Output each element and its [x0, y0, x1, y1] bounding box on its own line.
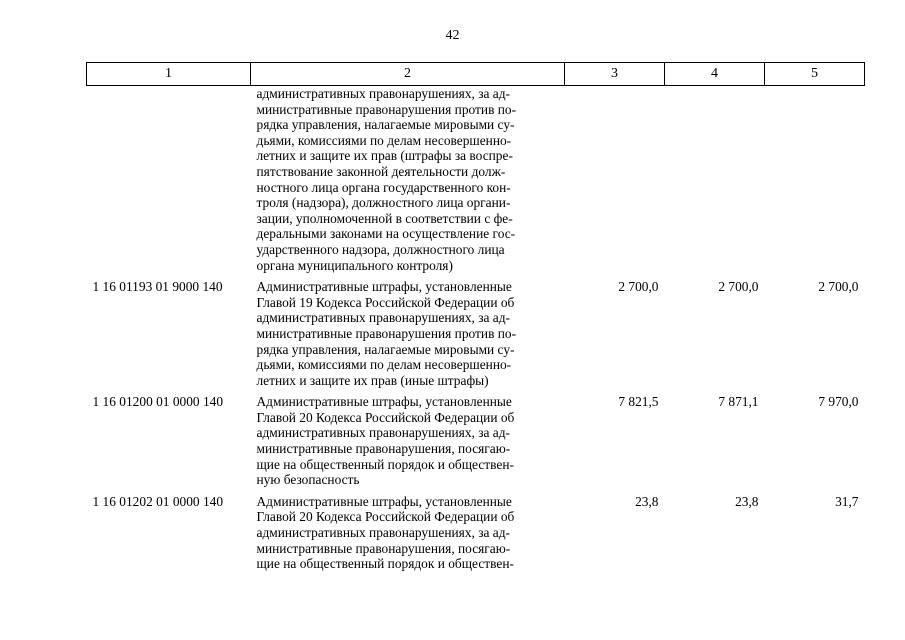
amount-col-5: [765, 86, 865, 277]
page-number: 42: [445, 28, 460, 43]
amount-col-4: 7 871,1: [718, 394, 759, 410]
description-line: ностного лица органа государственного кон-: [256, 179, 511, 195]
description-line: троля (надзора), должностного лица органи-: [256, 195, 511, 211]
amount-col-3: [565, 86, 665, 277]
description-line: пятствование законной деятельности долж-: [256, 163, 506, 179]
description-cell: [251, 491, 565, 575]
description-line: министративные правонарушения против по-: [256, 325, 517, 341]
description-line: административных правонарушениях, за ад-: [256, 525, 511, 541]
description-line: летних и защите их прав (иные штрафы): [256, 372, 489, 388]
description-line: административных правонарушениях, за ад-: [256, 310, 511, 326]
amount-col-5: 7 970,0: [818, 394, 859, 410]
header-col-5: 5: [765, 63, 865, 86]
budget-table: [86, 62, 865, 575]
description-line: рядка управления, налагаемые мировыми су-: [256, 117, 515, 133]
description-line: Главой 20 Кодекса Российской Федерации об: [256, 409, 515, 425]
table-body: [87, 86, 865, 575]
header-row: [87, 63, 865, 86]
description-line: министративные правонарушения, посягаю-: [256, 540, 511, 556]
table-row: [87, 391, 865, 491]
description-line: дьями, комиссиями по делам несовершенно-: [256, 357, 512, 373]
amount-col-3: 2 700,0: [618, 279, 659, 295]
budget-code-cell: 1 16 01200 01 0000 140: [92, 394, 224, 410]
header-col-2: 2: [251, 63, 565, 86]
description-line: органа муниципального контроля): [256, 257, 453, 273]
description-line: Административные штрафы, установленные: [256, 493, 512, 509]
description-line: деральными законами на осуществление гос-: [256, 226, 516, 242]
amount-col-4: 23,8: [735, 493, 759, 509]
description-line: рядка управления, налагаемые мировыми су-: [256, 341, 515, 357]
description-line: зации, уполномоченной в соответствии с фе-: [256, 210, 513, 226]
amount-col-3: 23,8: [635, 493, 659, 509]
description-line: ную безопасность: [256, 472, 360, 488]
header-col-1: 1: [87, 63, 251, 86]
description-line: административных правонарушениях, за ад-: [256, 86, 511, 101]
amount-col-5: 31,7: [835, 493, 859, 509]
description-line: дьями, комиссиями по делам несовершенно-: [256, 132, 512, 148]
budget-code-cell: 1 16 01202 01 0000 140: [92, 493, 224, 509]
description-line: Главой 19 Кодекса Российской Федерации об: [256, 294, 515, 310]
table-row: [87, 86, 865, 277]
description-line: административных правонарушениях, за ад-: [256, 425, 511, 441]
description-line: Административные штрафы, установленные: [256, 394, 512, 410]
description-line: Административные штрафы, установленные: [256, 279, 512, 295]
amount-col-4: [665, 86, 765, 277]
description-cell: [251, 391, 565, 491]
description-line: щие на общественный порядок и обществен-: [256, 556, 514, 572]
description-line: летних и защите их прав (штрафы за воспре-: [256, 148, 513, 164]
amount-col-3: 7 821,5: [618, 394, 659, 410]
description-line: Главой 20 Кодекса Российской Федерации об: [256, 509, 515, 525]
description-cell: [251, 276, 565, 391]
description-cell: [251, 86, 565, 277]
description-line: ударственного надзора, должностного лица: [256, 241, 505, 257]
description-line: щие на общественный порядок и обществен-: [256, 456, 514, 472]
amount-col-4: 2 700,0: [718, 279, 759, 295]
table-row: [87, 276, 865, 391]
header-col-3: 3: [565, 63, 665, 86]
table-row: [87, 491, 865, 575]
budget-code-cell: [87, 86, 251, 277]
header-col-4: 4: [665, 63, 765, 86]
description-line: министративные правонарушения против по-: [256, 101, 517, 117]
budget-code-cell: 1 16 01193 01 9000 140: [92, 279, 223, 295]
description-line: министративные правонарушения, посягаю-: [256, 441, 511, 457]
amount-col-5: 2 700,0: [818, 279, 859, 295]
